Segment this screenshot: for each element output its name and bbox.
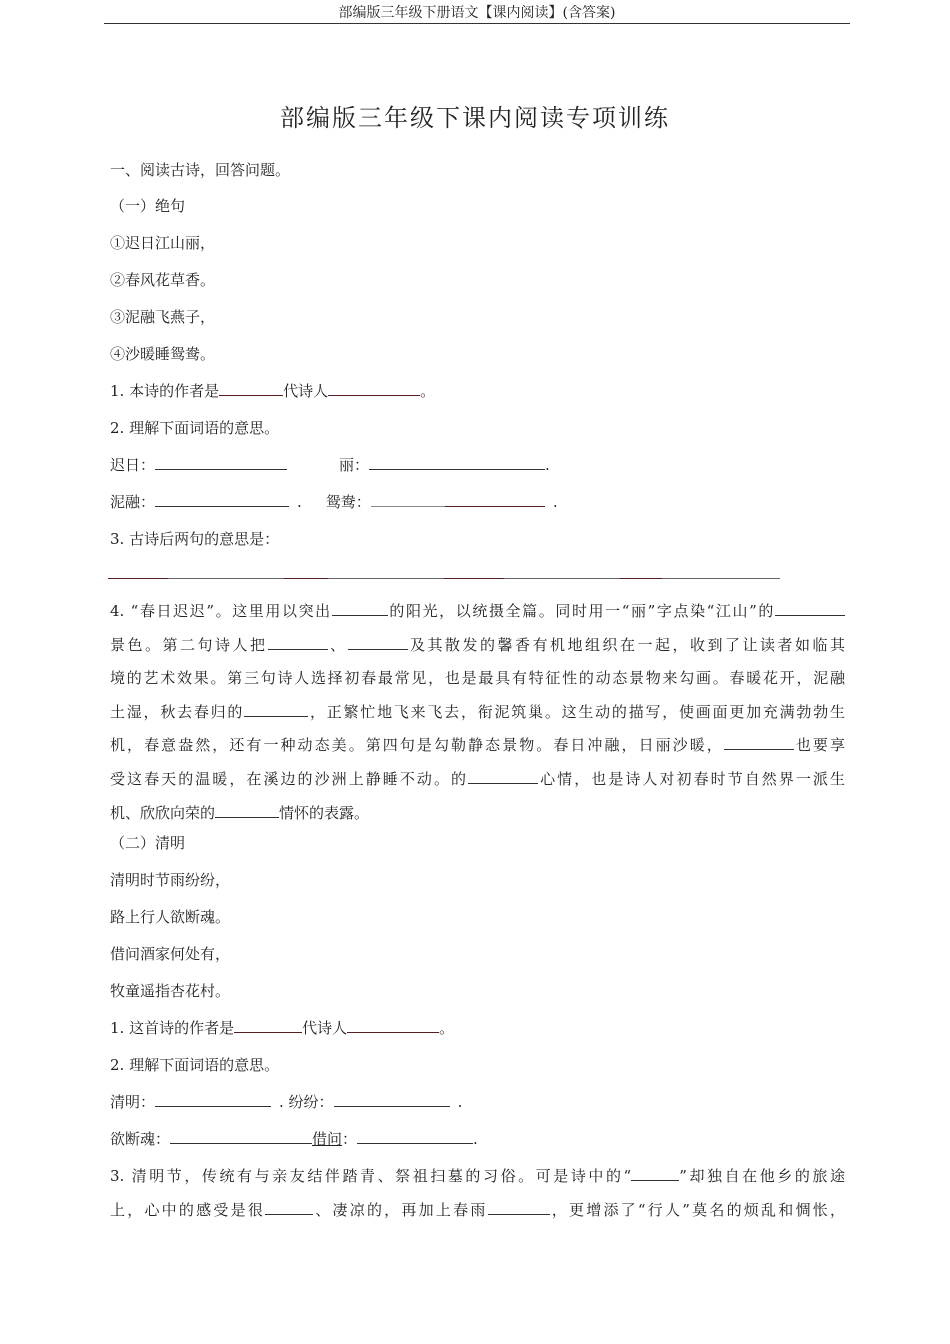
fill-blank[interactable] bbox=[332, 601, 388, 616]
poem1-words-row-1: 迟日： 丽： . bbox=[110, 456, 550, 474]
dynasty-blank[interactable] bbox=[347, 1018, 439, 1033]
fill-blank[interactable] bbox=[631, 1166, 679, 1181]
para-line: 机、欣欣向荣的 情怀的表露。 bbox=[110, 803, 370, 822]
word-blank[interactable] bbox=[369, 455, 545, 470]
word-blank[interactable] bbox=[155, 492, 289, 507]
poem2-question-3 bbox=[110, 1160, 845, 1227]
poem1-question-4 bbox=[110, 595, 845, 830]
page-title: 部编版三年级下课内阅读专项训练 bbox=[280, 104, 670, 132]
fill-blank[interactable] bbox=[268, 635, 328, 650]
para-line: 4. “春日迟迟”。这里用以突出 的阳光，以统摄全篇。同时用一“丽”字点染“江山”的 bbox=[110, 595, 845, 629]
answer-line[interactable] bbox=[108, 578, 780, 582]
author-blank[interactable] bbox=[234, 1018, 302, 1033]
word-blank[interactable] bbox=[357, 1129, 473, 1144]
poem1-line-3: ③泥融飞燕子， bbox=[110, 308, 216, 326]
word-blank[interactable] bbox=[155, 455, 287, 470]
poem1-question-2: 2. 理解下面词语的意思。 bbox=[110, 419, 280, 437]
section-heading: 一、阅读古诗，回答问题。 bbox=[110, 161, 291, 179]
word-blank[interactable] bbox=[371, 492, 445, 507]
poem1-words-row-2: 泥融： . 鸳鸯： . bbox=[110, 493, 558, 511]
poem2-line-2: 路上行人欲断魂。 bbox=[110, 908, 231, 926]
fill-blank[interactable] bbox=[265, 1200, 313, 1215]
poem1-line-1: ①迟日江山丽， bbox=[110, 234, 216, 252]
word-blank[interactable] bbox=[445, 492, 545, 507]
fill-blank[interactable] bbox=[488, 1200, 550, 1215]
poem2-question-1: 1. 这首诗的作者是 代诗人 。 bbox=[110, 1019, 455, 1037]
author-blank[interactable] bbox=[219, 381, 283, 396]
fill-blank[interactable] bbox=[215, 803, 279, 818]
poem2-line-1: 清明时节雨纷纷， bbox=[110, 871, 231, 889]
para-line: 景色。第二句诗人把 、 及其散发的馨香有机地组织在一起，收到了让读者如临其 bbox=[110, 635, 845, 654]
fill-blank[interactable] bbox=[775, 601, 845, 616]
poem2-line-4: 牧童遥指杏花村。 bbox=[110, 982, 231, 1000]
poem2-question-2: 2. 理解下面词语的意思。 bbox=[110, 1056, 280, 1074]
word-blank[interactable] bbox=[170, 1129, 312, 1144]
word-blank[interactable] bbox=[334, 1092, 450, 1107]
page-header: 部编版三年级下册语文【课内阅读】(含答案) bbox=[338, 5, 616, 21]
para-line: 受这春天的温暖，在溪边的沙洲上静睡不动。的 心情，也是诗人对初春时节自然界一派生 bbox=[110, 769, 845, 788]
fill-blank[interactable] bbox=[244, 702, 308, 717]
poem1-line-2: ②春风花草香。 bbox=[110, 271, 216, 289]
para-line: 上，心中的感受是很 、凄凉的，再加上春雨 ，更增添了“行人”莫名的烦乱和惆怅， bbox=[110, 1200, 845, 1219]
poem2-words-row-1: 清明： . 纷纷： . bbox=[110, 1093, 463, 1111]
para-line: 3. 清明节，传统有与亲友结伴踏青、祭祖扫墓的习俗。可是诗中的“ ”却独自在他乡的旅途 bbox=[110, 1167, 845, 1185]
word-blank[interactable] bbox=[155, 1092, 271, 1107]
fill-blank[interactable] bbox=[348, 635, 408, 650]
poem2-words-row-2: 欲断魂： 借问： . bbox=[110, 1130, 478, 1148]
para-line: 机，春意盎然，还有一种动态美。第四句是勾勒静态景物。春日冲融，日丽沙暖， 也要享 bbox=[110, 736, 845, 755]
dynasty-blank[interactable] bbox=[328, 381, 420, 396]
poem2-heading: （二）清明 bbox=[110, 834, 186, 852]
poem1-line-4: ④沙暖睡鸳鸯。 bbox=[110, 345, 216, 363]
para-line: 土湿，秋去春归的 ，正繁忙地飞来飞去，衔泥筑巢。这生动的描写，使画面更加充满勃勃生 bbox=[110, 702, 845, 721]
fill-blank[interactable] bbox=[724, 735, 794, 750]
para-line: 境的艺术效果。第三句诗人选择初春最常见，也是最具有特征性的动态景物来勾画。春暖花开，泥融 bbox=[110, 669, 845, 688]
fill-blank[interactable] bbox=[468, 769, 538, 784]
header-rule bbox=[104, 23, 850, 24]
poem2-line-3: 借问酒家何处有， bbox=[110, 945, 231, 963]
poem1-question-3: 3. 古诗后两句的意思是： bbox=[110, 530, 280, 548]
poem1-question-1: 1. 本诗的作者是 代诗人 。 bbox=[110, 382, 436, 400]
poem1-heading: （一）绝句 bbox=[110, 197, 186, 215]
